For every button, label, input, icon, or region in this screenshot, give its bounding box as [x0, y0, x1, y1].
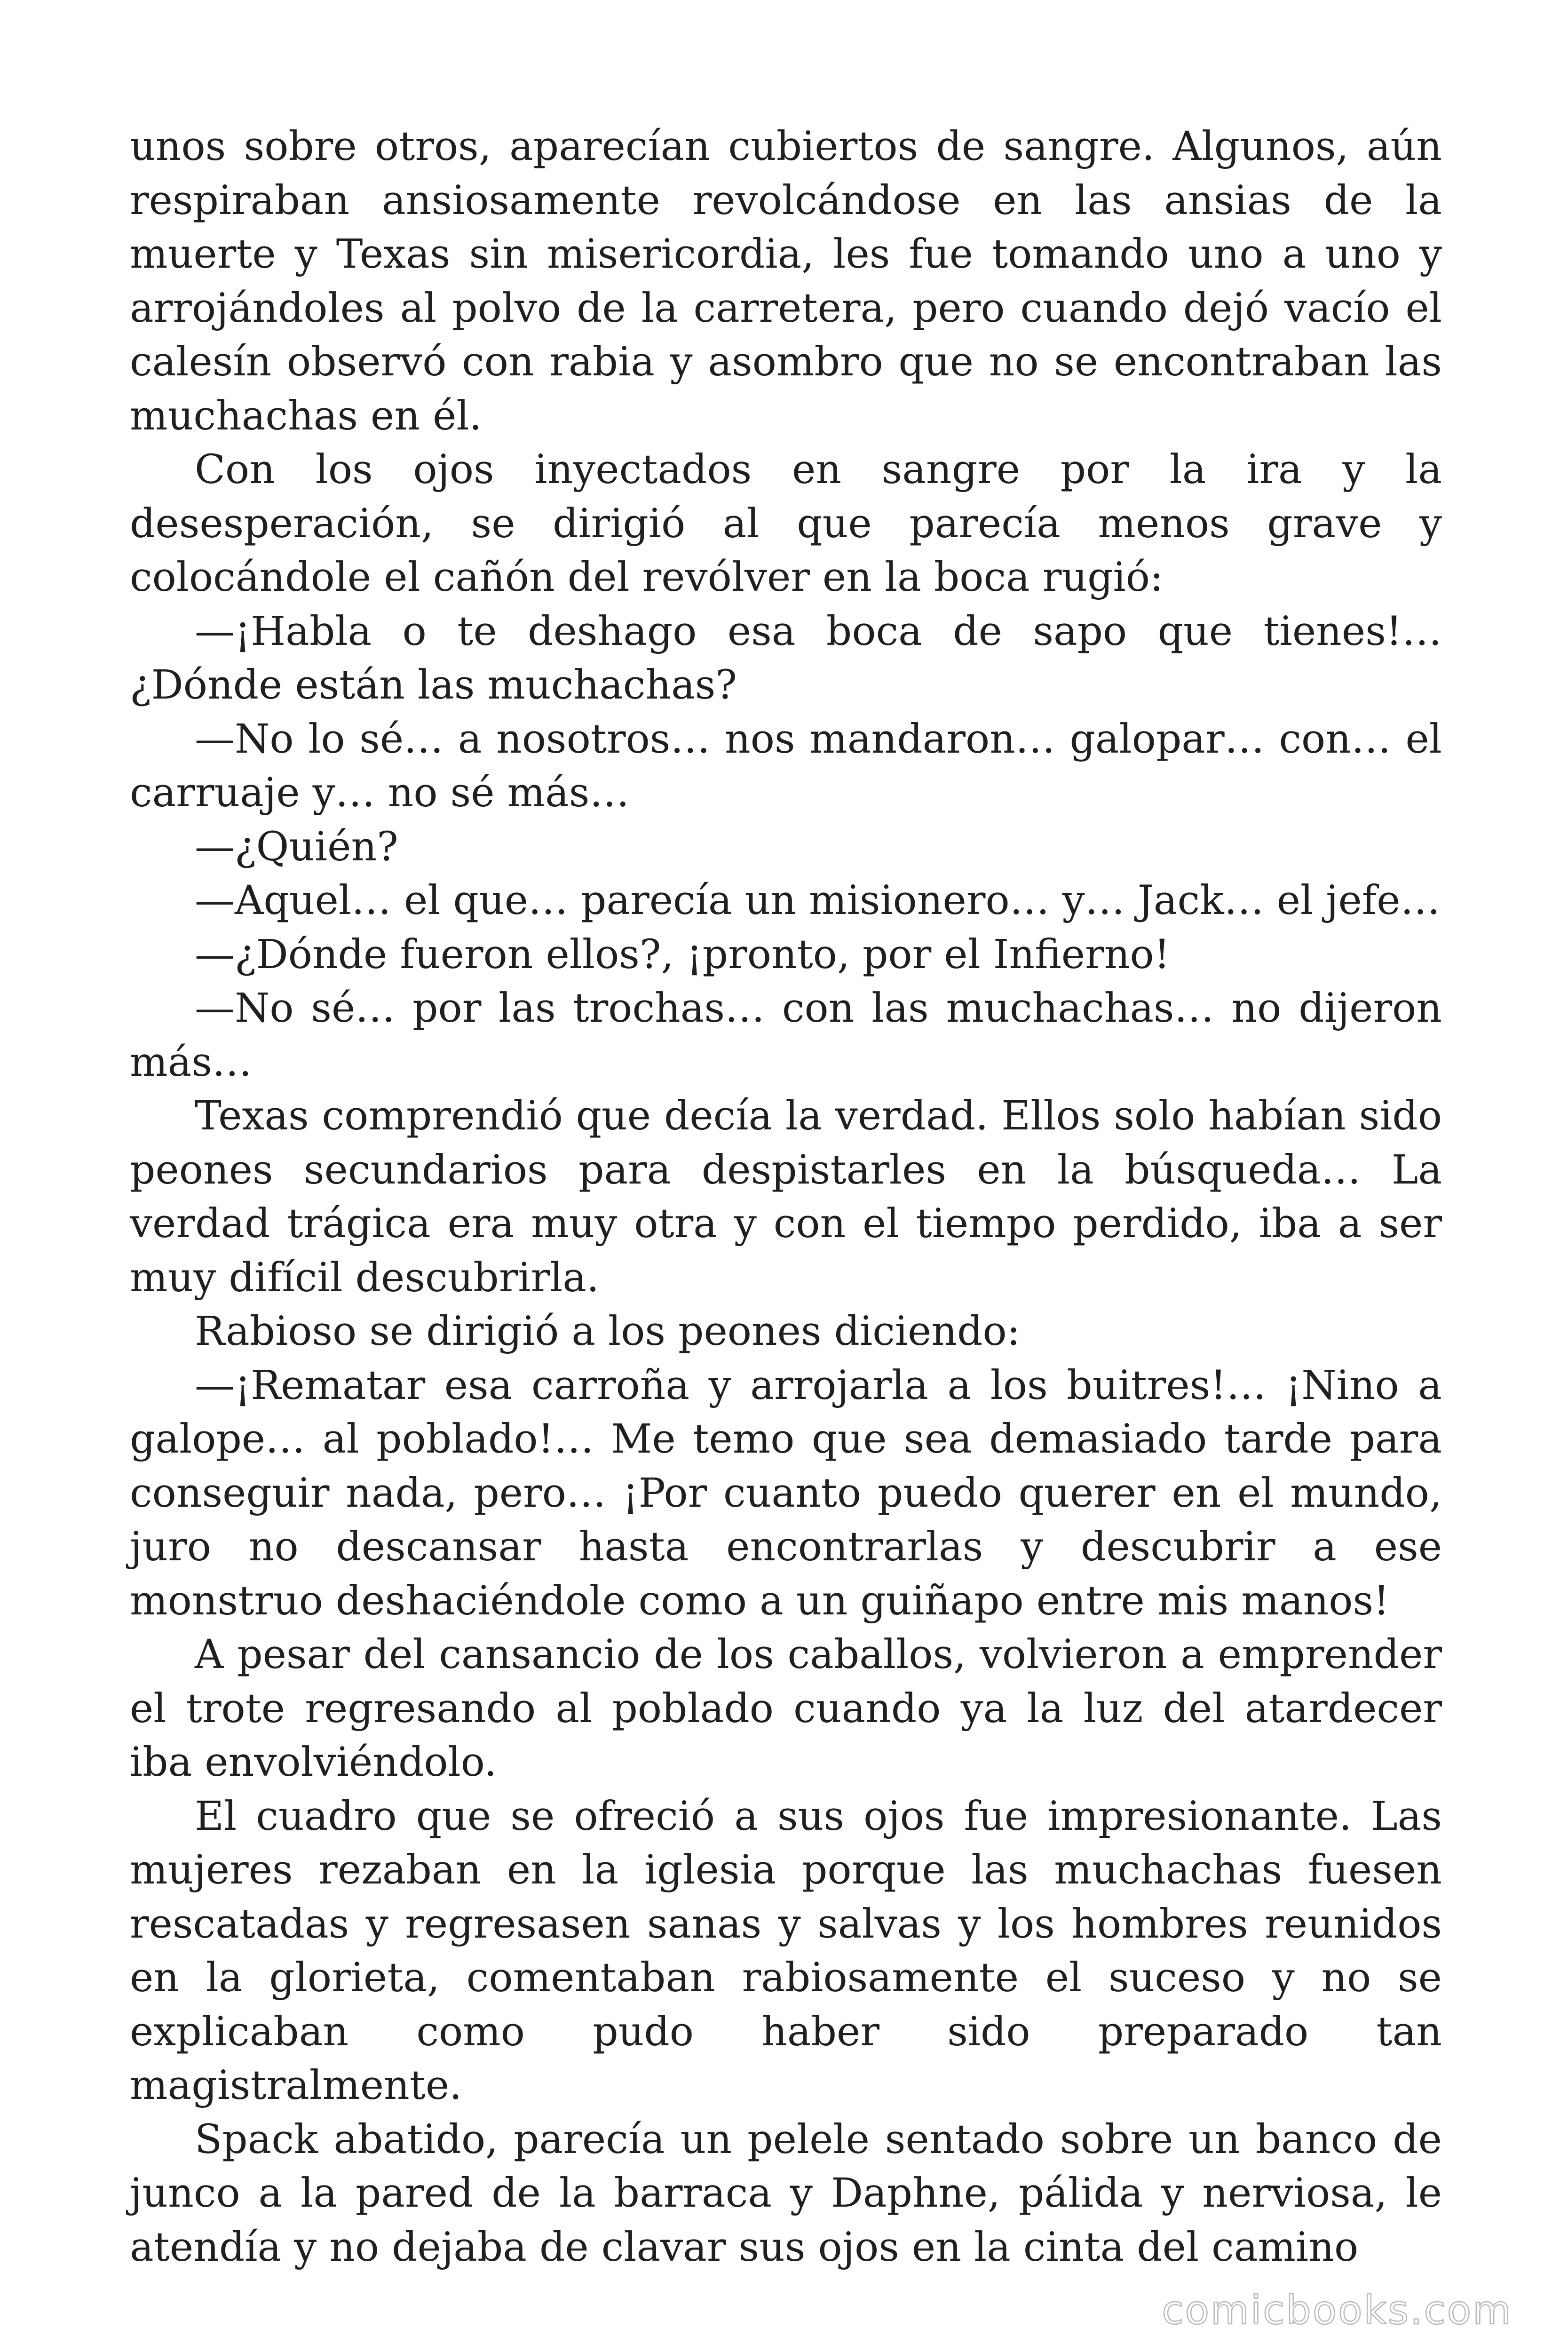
paragraph-7: Spack abatido, parecía un pelele sentado sobre un banco de junco a la pared de la barraca y Daphne, pálida y nerviosa, le atendía y no dejaba de clavar sus ojos en la cinta del camino	[130, 2116, 1442, 2271]
dialogue-line-2: —No lo sé… a nosotros… nos mandaron… galopar… con… el carruaje y… no sé más…	[130, 715, 1442, 816]
dialogue-line-1: —¡Habla o te deshago esa boca de sapo que tienes!… ¿Dónde están las muchachas?	[130, 608, 1442, 708]
paragraph-2: Con los ojos inyectados en sangre por la ira y la desesperación, se dirigió al que parecía menos grave y colocándole el cañón del revólver en la boca rugió:	[130, 446, 1442, 601]
paragraph-4: Rabioso se dirigió a los peones diciendo:	[195, 1308, 1021, 1355]
dialogue-line-7: —¡Rematar esa carroña y arrojarla a los buitres!… ¡Nino a galope… al poblado!… Me temo que sea demasiado tarde para conseguir nada, pero… ¡Por cuanto puedo querer en el mundo, juro no descansar hasta encontrarlas y descubrir a ese monstruo deshaciéndole como a un guiñapo entre mis manos!	[130, 1362, 1442, 1624]
dialogue-line-6: —No sé… por las trochas… con las muchachas… no dijeron más…	[130, 985, 1442, 1086]
dialogue-line-3: —¿Quién?	[195, 823, 398, 870]
dialogue-line-4: —Aquel… el que… parecía un misionero… y… Jack… el jefe…	[195, 877, 1441, 924]
dialogue-line-5: —¿Dónde fueron ellos?, ¡pronto, por el Infierno!	[195, 931, 1170, 978]
paragraph-3: Texas comprendió que decía la verdad. Ellos solo habían sido peones secundarios para despistarles en la búsqueda… La verdad trágica era muy otra y con el tiempo perdido, iba a ser muy difícil descubrirla.	[130, 1093, 1442, 1301]
paragraph-5: A pesar del cansancio de los caballos, volvieron a emprender el trote regresando al poblado cuando ya la luz del atardecer iba envolviéndolo.	[130, 1631, 1442, 1786]
paragraph-6: El cuadro que se ofreció a sus ojos fue impresionante. Las mujeres rezaban en la iglesia porque las muchachas fuesen rescatadas y regresasen sanas y salvas y los hombres reunidos en la glorieta, comentaban rabiosamente el suceso y no se explicaban como pudo haber sido preparado tan magistralmente.	[130, 1793, 1442, 2109]
watermark: comicbooks.com	[1162, 2287, 1513, 2333]
paragraph-1: unos sobre otros, aparecían cubiertos de sangre. Algunos, aún respiraban ansiosamente revolcándose en las ansias de la muerte y Texas sin misericordia, les fue tomando uno a uno y arrojándoles al polvo de la carretera, pero cuando dejó vacío el calesín observó con rabia y asombro que no se encontraban las muchachas en él.	[130, 123, 1442, 439]
body-text	[130, 120, 1442, 2274]
